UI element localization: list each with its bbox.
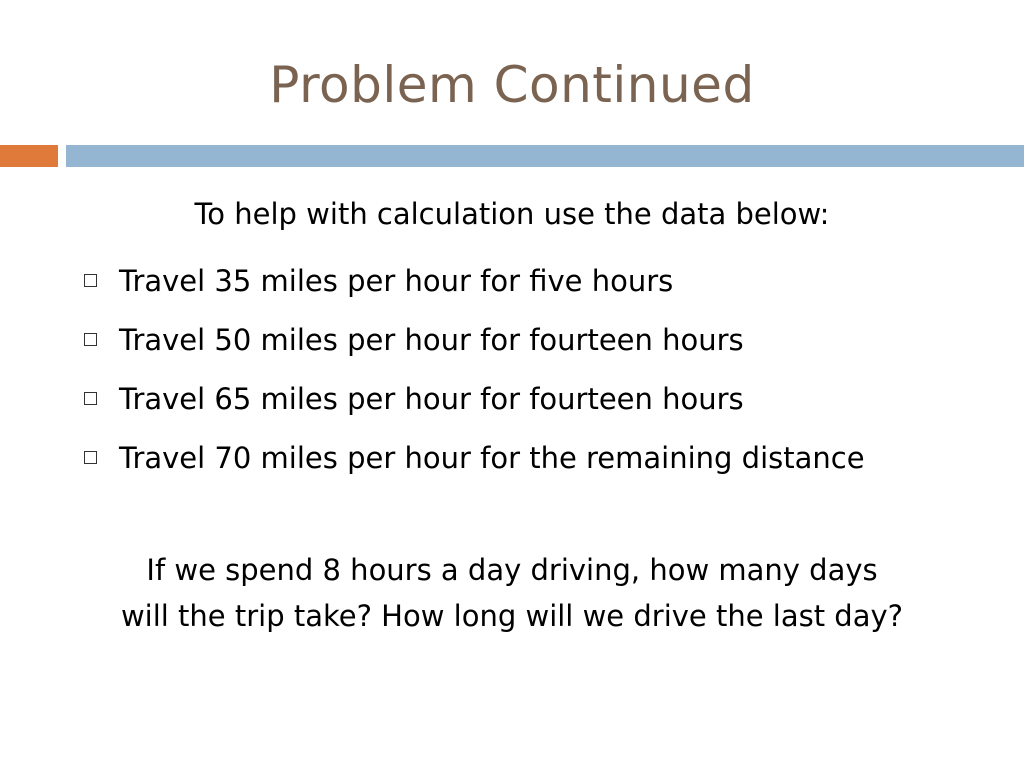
bullet-text: Travel 65 miles per hour for fourteen hours xyxy=(119,381,744,416)
question-text xyxy=(40,547,984,639)
slide-title: Problem Continued xyxy=(269,56,755,114)
question-line-1: If we spend 8 hours a day driving, how many days xyxy=(146,553,878,587)
intro-text: To help with calculation use the data below: xyxy=(194,197,830,231)
list-item xyxy=(80,428,1000,487)
list-item xyxy=(80,251,1000,310)
accent-bar-blue xyxy=(66,145,1024,167)
square-bullet-icon xyxy=(84,451,97,464)
square-bullet-icon xyxy=(84,333,97,346)
question-line-2: will the trip take? How long will we drive the last day? xyxy=(120,599,904,633)
list-item xyxy=(80,310,1000,369)
bullet-text: Travel 50 miles per hour for fourteen hours xyxy=(119,322,744,357)
bullet-text: Travel 70 miles per hour for the remaining distance xyxy=(119,440,865,475)
list-item xyxy=(80,369,1000,428)
accent-bar-orange xyxy=(0,145,58,167)
square-bullet-icon xyxy=(84,274,97,287)
bullet-list xyxy=(80,251,1000,487)
square-bullet-icon xyxy=(84,392,97,405)
bullet-text: Travel 35 miles per hour for five hours xyxy=(119,263,674,298)
